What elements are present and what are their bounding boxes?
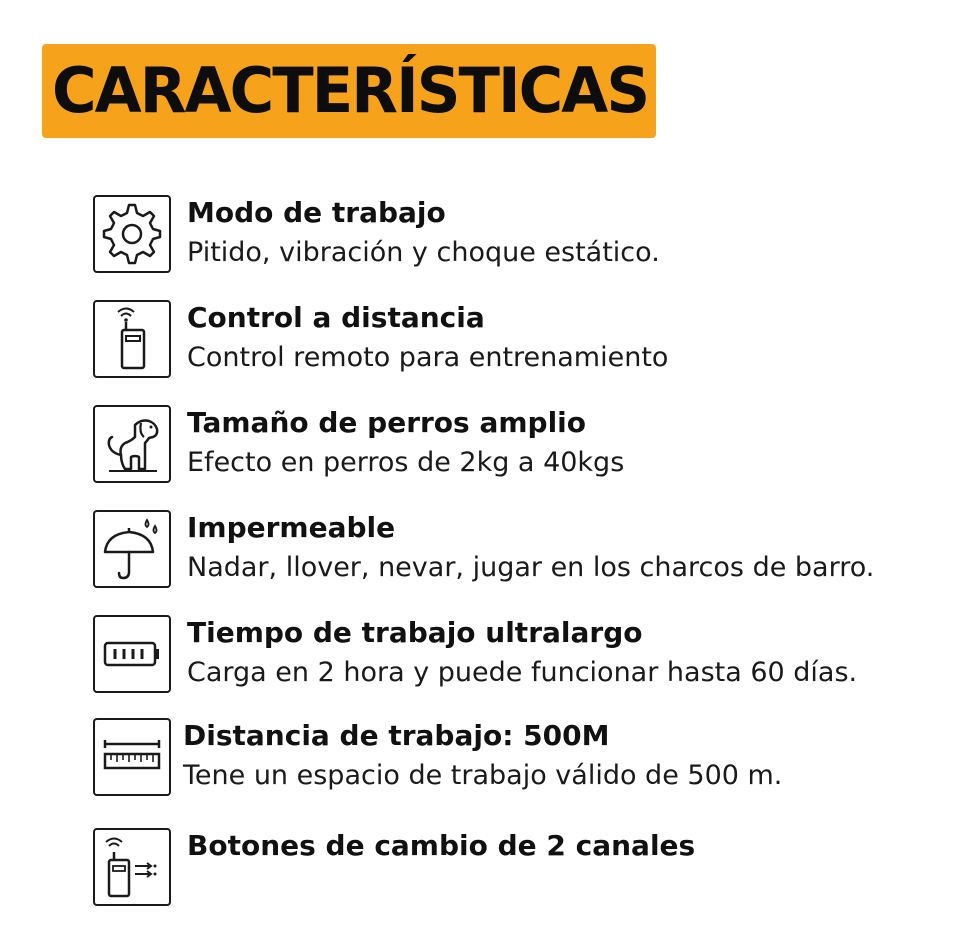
dog-icon: [93, 405, 171, 483]
channel-switch-icon: [93, 828, 171, 906]
feature-item-waterproof: [93, 510, 953, 590]
feature-item-remote-control: [93, 300, 953, 380]
ruler-icon: [93, 718, 171, 796]
feature-description: Efecto en perros de 2kg a 40kgs: [187, 447, 625, 478]
feature-item-battery-life: [93, 615, 953, 695]
feature-item-work-mode: [93, 195, 953, 275]
feature-title: Modo de trabajo: [187, 196, 446, 229]
feature-item-dog-size: [93, 405, 953, 485]
feature-description: Tene un espacio de trabajo válido de 500 m.: [183, 760, 783, 791]
feature-title: Tamaño de perros amplio: [187, 406, 586, 439]
remote-control-icon: [93, 300, 171, 378]
page-title: CARACTERÍSTICAS: [52, 54, 649, 127]
feature-title: Tiempo de trabajo ultralargo: [187, 616, 643, 649]
umbrella-icon: [93, 510, 171, 588]
title-banner: [42, 44, 656, 138]
feature-description: Nadar, llover, nevar, jugar en los charcos de barro.: [187, 552, 875, 583]
feature-title: Botones de cambio de 2 canales: [187, 829, 696, 862]
battery-icon: [93, 615, 171, 693]
feature-title: Impermeable: [187, 511, 396, 544]
feature-title: Distancia de trabajo: 500M: [183, 719, 610, 752]
feature-description: Pitido, vibración y choque estático.: [187, 237, 660, 268]
feature-item-work-distance: [93, 718, 953, 798]
feature-description: Carga en 2 hora y puede funcionar hasta 60 días.: [187, 657, 858, 688]
feature-item-channel-switch: [93, 828, 953, 908]
feature-description: Control remoto para entrenamiento: [187, 342, 669, 373]
feature-title: Control a distancia: [187, 301, 485, 334]
gear-icon: [93, 195, 171, 273]
